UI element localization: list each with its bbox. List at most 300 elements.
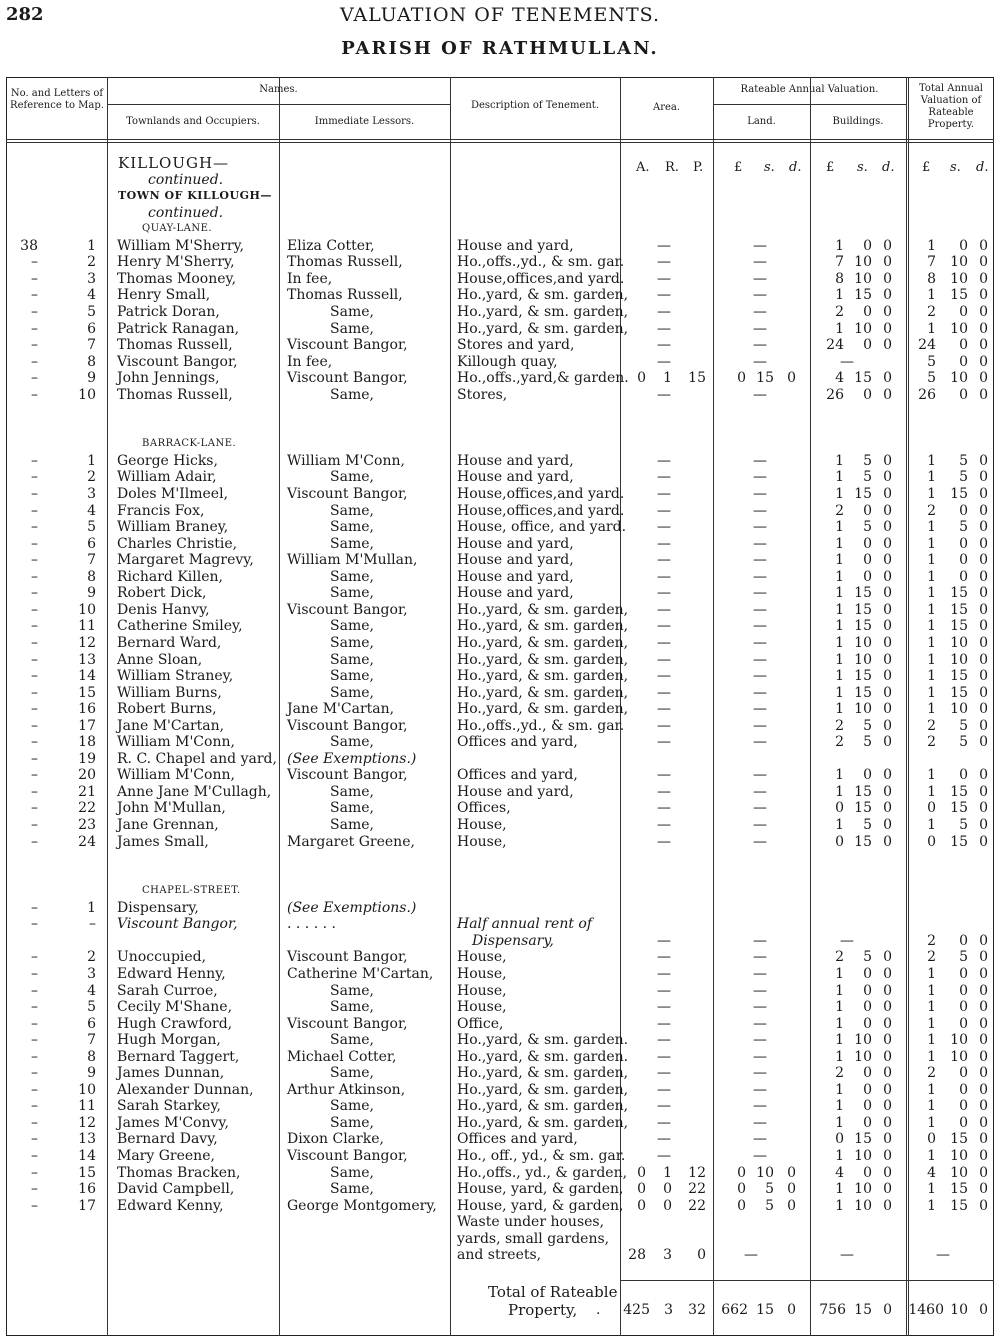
sub-number: 5: [87, 999, 96, 1015]
rule-total-top: [620, 1280, 994, 1281]
lessor-name: Same,: [330, 983, 374, 999]
occupier-name: Catherine Smiley,: [117, 618, 243, 634]
lessor-name: Same,: [330, 1032, 374, 1048]
area-dash: —: [657, 1131, 671, 1147]
lessor-name: Same,: [330, 519, 374, 535]
total-value: 1: [927, 486, 936, 502]
tenement-description: House and yard,: [457, 552, 574, 568]
total-value: 10: [950, 652, 968, 668]
total-value: 1: [927, 552, 936, 568]
map-number: –: [31, 469, 38, 485]
buildings-value: 1: [835, 1082, 844, 1098]
unit-buildings-d: d.: [882, 160, 895, 175]
sub-number: 8: [87, 1049, 96, 1065]
land-dash: —: [753, 1131, 767, 1147]
tenement-description: Ho.,yard, & sm. garden.: [457, 1032, 629, 1048]
total-value: 5: [959, 453, 968, 469]
buildings-value: 4: [835, 370, 844, 386]
buildings-value: 10: [854, 652, 872, 668]
total-value: 0: [927, 1131, 936, 1147]
land-dash: —: [753, 469, 767, 485]
lessor-name: Viscount Bangor,: [287, 602, 408, 618]
total-value: 1: [927, 238, 936, 254]
buildings-value: 0: [883, 1098, 892, 1114]
buildings-value: 0: [883, 254, 892, 270]
area-dash: —: [657, 1115, 671, 1131]
land-dash: —: [753, 800, 767, 816]
buildings-value: 0: [883, 387, 892, 403]
total-value: 0: [979, 1032, 988, 1048]
total-value: 0: [959, 933, 968, 949]
occupier-name: Patrick Ranagan,: [117, 321, 240, 337]
map-number: –: [31, 1032, 38, 1048]
tenement-description: House, office, and yard.: [457, 519, 627, 535]
buildings-value: 0: [883, 271, 892, 287]
map-number: –: [31, 387, 38, 403]
total-value: 5: [959, 718, 968, 734]
buildings-value: 10: [854, 1148, 872, 1164]
land-dash: —: [753, 354, 767, 370]
buildings-value: 0: [883, 834, 892, 850]
area-dash: —: [657, 652, 671, 668]
lessor-name: Same,: [330, 469, 374, 485]
map-number: –: [31, 519, 38, 535]
unit-total-d: d.: [976, 160, 989, 175]
total-value: 0: [979, 999, 988, 1015]
buildings-value: 10: [854, 271, 872, 287]
buildings-value: 1: [835, 569, 844, 585]
map-number: –: [31, 536, 38, 552]
map-number: –: [31, 767, 38, 783]
map-number: –: [31, 685, 38, 701]
land-dash: —: [753, 966, 767, 982]
total-value: 2: [927, 734, 936, 750]
area-dash: —: [657, 536, 671, 552]
tenement-description: Ho.,yard, & sm. garden,: [457, 1082, 629, 1098]
buildings-value: 0: [883, 453, 892, 469]
unit-buildings-s: s.: [857, 160, 868, 175]
map-number: –: [31, 271, 38, 287]
buildings-value: 0: [863, 999, 872, 1015]
section-heading: continued.: [148, 205, 224, 221]
buildings-value: 1: [835, 618, 844, 634]
tenement-description: Ho., off., yd., & sm. gar.: [457, 1148, 626, 1164]
total-label-1: Total of Rateable: [488, 1283, 618, 1301]
header-ref: No. and Letters of Reference to Map.: [10, 88, 104, 111]
total-value: 0: [959, 1065, 968, 1081]
total-value: 7: [927, 254, 936, 270]
land-dash: —: [753, 999, 767, 1015]
buildings-value: 0: [883, 966, 892, 982]
occupier-name: Charles Christie,: [117, 536, 238, 552]
tenement-description: Dispensary,: [472, 933, 554, 949]
occupier-name: Thomas Mooney,: [117, 271, 237, 287]
area-dash: —: [657, 668, 671, 684]
total-value: 1: [927, 469, 936, 485]
area-dash: —: [657, 287, 671, 303]
buildings-value: 0: [883, 337, 892, 353]
sub-number: 5: [87, 519, 96, 535]
area-dash: —: [657, 966, 671, 982]
tenement-description: Ho.,yard, & sm. garden,: [457, 1115, 629, 1131]
area-dash: —: [657, 552, 671, 568]
occupier-name: Thomas Bracken,: [117, 1165, 241, 1181]
total-value: 15: [950, 784, 968, 800]
buildings-value: 15: [854, 585, 872, 601]
total-value: 10: [950, 701, 968, 717]
buildings-value: 10: [854, 701, 872, 717]
land-dash: —: [753, 287, 767, 303]
land-dash: —: [753, 734, 767, 750]
map-number: –: [31, 701, 38, 717]
map-number: –: [31, 354, 38, 370]
parish-title: PARISH OF RATHMULLAN.: [341, 38, 659, 59]
total-value: 0: [979, 949, 988, 965]
unit-land-d: d.: [789, 160, 802, 175]
total-value: 10: [950, 271, 968, 287]
total-value: 1: [927, 701, 936, 717]
total-total-s: 10: [950, 1302, 968, 1318]
total-value: 0: [979, 337, 988, 353]
total-value: 1: [927, 817, 936, 833]
map-number: –: [31, 321, 38, 337]
sub-number: 6: [87, 321, 96, 337]
tenement-description: House,: [457, 949, 507, 965]
buildings-value: 0: [883, 1049, 892, 1065]
buildings-value: 1: [835, 685, 844, 701]
header-townlands: Townlands and Occupiers.: [126, 116, 260, 127]
buildings-value: 15: [854, 618, 872, 634]
total-value: 10: [950, 321, 968, 337]
map-number: –: [31, 569, 38, 585]
map-number: –: [31, 999, 38, 1015]
tenement-description: Half annual rent of: [457, 916, 593, 932]
buildings-value: 0: [883, 949, 892, 965]
lessor-name: Same,: [330, 999, 374, 1015]
total-value: 15: [950, 618, 968, 634]
occupier-name: William M'Sherry,: [117, 238, 245, 254]
total-label-2: Property,: [508, 1301, 578, 1319]
sub-number: 13: [78, 652, 96, 668]
map-number: –: [31, 1098, 38, 1114]
buildings-value: 0: [883, 668, 892, 684]
sub-number: 2: [87, 949, 96, 965]
map-number: –: [31, 503, 38, 519]
total-value: 0: [979, 618, 988, 634]
buildings-value: 1: [835, 519, 844, 535]
area-dash: —: [657, 254, 671, 270]
tenement-description: Ho.,yard, & sm. garden,: [457, 287, 629, 303]
lessor-name: Same,: [330, 585, 374, 601]
buildings-value: 0: [883, 585, 892, 601]
land-dash: —: [753, 453, 767, 469]
buildings-value: 0: [883, 569, 892, 585]
occupier-name: Henry M'Sherry,: [117, 254, 235, 270]
area-dash: —: [657, 1098, 671, 1114]
area-dash: —: [657, 999, 671, 1015]
buildings-value: 0: [883, 469, 892, 485]
total-value: 1: [927, 966, 936, 982]
buildings-value: 15: [854, 685, 872, 701]
section-heading: TOWN OF KILLOUGH—: [118, 189, 272, 202]
buildings-value: 0: [883, 287, 892, 303]
total-value: 10: [950, 1165, 968, 1181]
map-number: –: [31, 337, 38, 353]
land-dash: —: [753, 602, 767, 618]
rule-names-split: [107, 104, 450, 105]
occupier-name: Robert Dick,: [117, 585, 207, 601]
map-number: –: [31, 1049, 38, 1065]
area-dash: —: [657, 271, 671, 287]
area-value: 12: [688, 1165, 706, 1181]
occupier-name: Thomas Russell,: [117, 337, 233, 353]
total-value: 10: [950, 254, 968, 270]
rule-area: [713, 77, 714, 1336]
buildings-value: 0: [883, 1082, 892, 1098]
sub-number: 3: [87, 486, 96, 502]
land-dash: —: [753, 701, 767, 717]
tenement-description: Ho.,yard, & sm. garden,: [457, 652, 629, 668]
sub-number: 6: [87, 1016, 96, 1032]
total-area-a: 425: [623, 1302, 650, 1318]
sub-number: 20: [78, 767, 96, 783]
buildings-value: 0: [883, 685, 892, 701]
buildings-value: 0: [863, 767, 872, 783]
total-value: 1: [927, 1115, 936, 1131]
buildings-value: 0: [883, 983, 892, 999]
lessor-name: Same,: [330, 569, 374, 585]
buildings-value: 5: [863, 453, 872, 469]
map-number: –: [31, 817, 38, 833]
total-buildings-l: 756: [819, 1302, 846, 1318]
buildings-value: 15: [854, 668, 872, 684]
land-dash: —: [753, 503, 767, 519]
lessor-name: Viscount Bangor,: [287, 718, 408, 734]
area-value: 1: [663, 370, 672, 386]
occupier-name: Jane M'Cartan,: [117, 718, 225, 734]
sub-number: 12: [78, 1115, 96, 1131]
lessor-name: Same,: [330, 618, 374, 634]
total-value: 1: [927, 668, 936, 684]
total-value: 0: [979, 287, 988, 303]
land-dash: —: [753, 983, 767, 999]
map-number: –: [31, 1115, 38, 1131]
buildings-value: 0: [883, 800, 892, 816]
buildings-dash: —: [840, 354, 854, 370]
tenement-description: House,offices,and yard.: [457, 271, 625, 287]
area-value: 3: [663, 1247, 672, 1263]
land-value: 15: [756, 370, 774, 386]
header-lessors: Immediate Lessors.: [314, 116, 415, 127]
occupier-name: Mary Greene,: [117, 1148, 215, 1164]
total-value: 2: [927, 1065, 936, 1081]
tenement-description: Ho.,yard, & sm. garden,: [457, 618, 629, 634]
tenement-description: Ho.,offs.,yd., & sm. gar.: [457, 718, 625, 734]
area-value: 0: [637, 1198, 646, 1214]
land-dash: —: [753, 949, 767, 965]
total-value: 0: [927, 800, 936, 816]
total-value: 1: [927, 685, 936, 701]
sub-number: 18: [78, 734, 96, 750]
area-dash: —: [657, 767, 671, 783]
area-dash: —: [657, 800, 671, 816]
lessor-name: Same,: [330, 536, 374, 552]
land-dash: —: [753, 238, 767, 254]
land-dash: —: [753, 618, 767, 634]
lessor-name: Arthur Atkinson,: [287, 1082, 406, 1098]
sub-number: 2: [87, 254, 96, 270]
unit-area-a: A.: [636, 160, 650, 175]
land-dash: —: [753, 486, 767, 502]
tenement-description: House and yard,: [457, 238, 574, 254]
total-value: 1: [927, 1016, 936, 1032]
total-total-d: 0: [979, 1302, 988, 1318]
sub-number: 23: [78, 817, 96, 833]
lessor-name: William M'Conn,: [287, 453, 405, 469]
total-value: 1: [927, 321, 936, 337]
land-value: 0: [787, 370, 796, 386]
tenement-description: Ho.,yard, & sm. garden,: [457, 1065, 629, 1081]
area-dash: —: [657, 453, 671, 469]
rule-buildings: [906, 77, 907, 1336]
sub-number: 6: [87, 536, 96, 552]
buildings-value: 0: [863, 1082, 872, 1098]
total-value: 1: [927, 1082, 936, 1098]
rule-header-bottom-2: [6, 142, 994, 143]
rule-rateable-split: [713, 104, 906, 105]
area-value: 0: [637, 1165, 646, 1181]
lessor-name: William M'Mullan,: [287, 552, 418, 568]
total-value: 2: [927, 304, 936, 320]
buildings-value: 0: [883, 1032, 892, 1048]
buildings-value: 0: [863, 1165, 872, 1181]
buildings-value: 1: [835, 238, 844, 254]
buildings-value: 1: [835, 966, 844, 982]
lessor-name: Same,: [330, 387, 374, 403]
total-value: 0: [979, 469, 988, 485]
total-area-r: 3: [664, 1302, 673, 1318]
total-value: 0: [959, 1098, 968, 1114]
land-dash: —: [753, 321, 767, 337]
buildings-value: 24: [826, 337, 844, 353]
area-dash: —: [657, 933, 671, 949]
buildings-value: 0: [883, 238, 892, 254]
total-value: 0: [979, 668, 988, 684]
land-dash: —: [753, 254, 767, 270]
area-dash: —: [657, 784, 671, 800]
total-value: 2: [927, 949, 936, 965]
total-value: 0: [979, 767, 988, 783]
sub-number: 5: [87, 304, 96, 320]
area-dash: —: [657, 718, 671, 734]
buildings-value: 0: [883, 1065, 892, 1081]
occupier-name: Unoccupied,: [117, 949, 207, 965]
buildings-value: 5: [863, 519, 872, 535]
total-value: 0: [959, 983, 968, 999]
tenement-description: Waste under houses,: [457, 1214, 605, 1230]
sub-number: 3: [87, 271, 96, 287]
land-dash: —: [753, 652, 767, 668]
land-value: 0: [737, 1198, 746, 1214]
buildings-value: 10: [854, 321, 872, 337]
lessor-name: Same,: [330, 304, 374, 320]
occupier-name: William M'Conn,: [117, 734, 235, 750]
buildings-value: 1: [835, 1181, 844, 1197]
tenement-description: Ho.,offs., yd., & garden,: [457, 1165, 628, 1181]
buildings-value: 0: [883, 635, 892, 651]
area-dash: —: [657, 602, 671, 618]
sub-number: 10: [78, 1082, 96, 1098]
occupier-name: William Adair,: [117, 469, 217, 485]
total-value: 10: [950, 370, 968, 386]
total-land-d: 0: [787, 1302, 796, 1318]
tenement-description: Ho.,yard, & sm. garden,: [457, 1098, 629, 1114]
total-area-p: 32: [688, 1302, 706, 1318]
total-value: 0: [979, 1082, 988, 1098]
total-value: 0: [959, 503, 968, 519]
occupier-name: Francis Fox,: [117, 503, 205, 519]
buildings-value: 0: [863, 569, 872, 585]
occupier-name: James Small,: [117, 834, 209, 850]
area-dash: —: [657, 321, 671, 337]
area-dash: —: [657, 354, 671, 370]
total-value: 0: [979, 701, 988, 717]
total-value: 15: [950, 685, 968, 701]
buildings-value: 0: [863, 1115, 872, 1131]
area-value: 22: [688, 1181, 706, 1197]
sub-number: 19: [78, 751, 96, 767]
tenement-description: House,offices,and yard.: [457, 486, 625, 502]
total-total-l: 1460: [908, 1302, 944, 1318]
map-number: –: [31, 983, 38, 999]
land-value: 0: [737, 1181, 746, 1197]
buildings-value: 2: [835, 949, 844, 965]
land-dash: —: [753, 1148, 767, 1164]
total-value: 0: [979, 602, 988, 618]
buildings-value: 15: [854, 486, 872, 502]
occupier-name: Margaret Magrevy,: [117, 552, 254, 568]
tenement-description: House,: [457, 817, 507, 833]
area-value: 0: [663, 1198, 672, 1214]
buildings-value: 0: [883, 999, 892, 1015]
buildings-value: 0: [883, 784, 892, 800]
area-dash: —: [657, 585, 671, 601]
map-number: –: [31, 585, 38, 601]
total-value: 1: [927, 983, 936, 999]
unit-area-p: P.: [693, 160, 704, 175]
occupier-name: Jane Grennan,: [117, 817, 219, 833]
area-dash: —: [657, 569, 671, 585]
sub-number: 4: [87, 983, 96, 999]
page-number: 282: [6, 4, 44, 25]
total-value: 5: [927, 370, 936, 386]
map-number: 38: [20, 238, 38, 254]
tenement-description: Offices and yard,: [457, 767, 578, 783]
total-value: 1: [927, 519, 936, 535]
total-value: 0: [979, 354, 988, 370]
buildings-value: 1: [835, 668, 844, 684]
occupier-name: David Campbell,: [117, 1181, 235, 1197]
buildings-value: 0: [883, 817, 892, 833]
total-value: 10: [950, 1148, 968, 1164]
total-value: 0: [979, 1016, 988, 1032]
buildings-value: 2: [835, 503, 844, 519]
tenement-description: Stores,: [457, 387, 508, 403]
area-dash: —: [657, 817, 671, 833]
map-number: –: [31, 370, 38, 386]
area-value: 1: [663, 1165, 672, 1181]
total-value: 15: [950, 668, 968, 684]
